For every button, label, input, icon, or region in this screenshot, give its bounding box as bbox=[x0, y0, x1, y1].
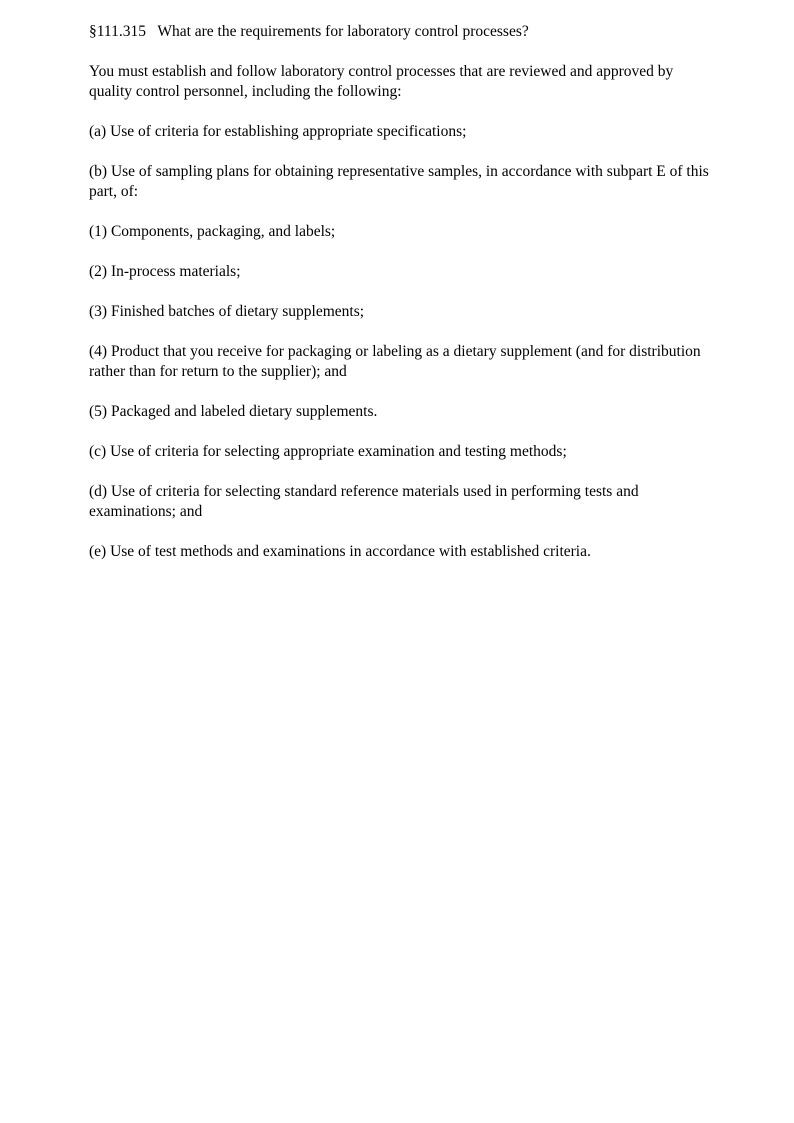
item-b-3: (3) Finished batches of dietary supplements; bbox=[89, 303, 365, 320]
item-b: (b) Use of sampling plans for obtaining representative samples, in accordance with subpart E of this part, of: bbox=[89, 163, 709, 200]
item-b-1: (1) Components, packaging, and labels; bbox=[89, 223, 336, 240]
item-e: (e) Use of test methods and examinations in accordance with established criteria. bbox=[89, 543, 591, 560]
item-d: (d) Use of criteria for selecting standard reference materials used in performing tests and examinations; and bbox=[89, 483, 639, 520]
item-b-2: (2) In-process materials; bbox=[89, 263, 241, 280]
item-b-4: (4) Product that you receive for packaging or labeling as a dietary supplement (and for distribution rather than for return to the supplier); and bbox=[89, 343, 701, 380]
item-b-5: (5) Packaged and labeled dietary supplements. bbox=[89, 403, 378, 420]
document-page bbox=[89, 22, 714, 582]
section-heading: §111.315 What are the requirements for laboratory control processes? bbox=[89, 23, 529, 40]
intro-paragraph: You must establish and follow laboratory control processes that are reviewed and approved by quality control personnel, including the following: bbox=[89, 63, 674, 100]
item-a: (a) Use of criteria for establishing appropriate specifications; bbox=[89, 123, 467, 140]
item-c: (c) Use of criteria for selecting appropriate examination and testing methods; bbox=[89, 443, 567, 460]
